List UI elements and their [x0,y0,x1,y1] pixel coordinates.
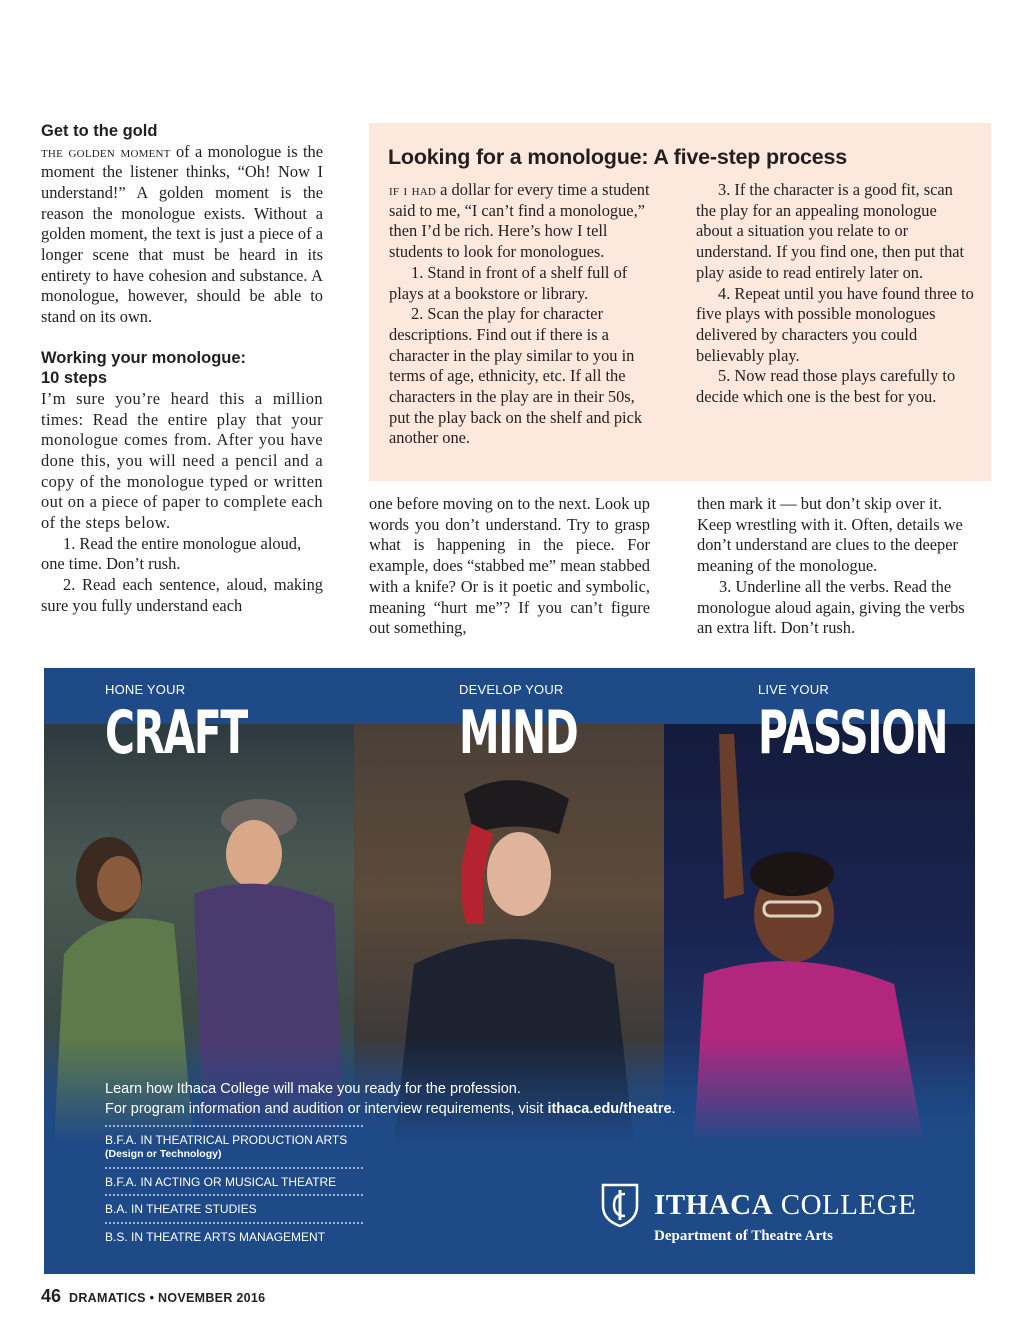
headline-passion: PASSION [758,698,948,768]
sidebar-step-1: 1. Stand in front of a shelf full of plays at a bookstore or library. [389,262,628,303]
ithaca-theatre-link[interactable]: ithaca.edu/theatre [547,1101,672,1117]
ad-visit-text: For program information and audition or interview requirements, visit ithaca.edu/theatre. [105,1101,676,1117]
sidebar-step-2: 2. Scan the play for character descriptions. Find out if there is a character in the play similar to you in terms of age, ethnicity, etc. If all the characters in the play are in their 50s, put the play back on the shelf and pick another one. [389,304,643,448]
page-footer [41,1286,265,1307]
ad-learn-text: Learn how Ithaca College will make you ready for the profession. [105,1081,521,1097]
kicker-live-your: LIVE YOUR [758,682,829,697]
degree-bs-management: B.S. IN THEATRE ARTS MANAGEMENT [105,1230,326,1244]
sidebar-step-3: 3. If the character is a good fit, scan the play for an appealing monologue about a situation you relate to or understand. If you find one, then put that play aside to read entirely later on. [696,180,965,282]
middle-column [369,494,650,639]
right-text: then mark it — but don’t skip over it. Keep wrestling with it. Often, details we don’t understand are clues to the deeper meaning of the monologue. [697,494,963,576]
middle-text: one before moving on to the next. Look up words you don’t understand. Try to grasp what is happening in the piece. For example, does “stabbed me” mean stabbed with a knife? Or is it poetic and symbolic, meaning “hurt me”? If you can’t figure out something, [369,494,650,638]
degree-sub: (Design or Technology) [105,1148,222,1160]
step-3: 3. Underline all the verbs. Read the monologue aloud again, giving the verbs an extra lift. Don’t rush. [697,576,965,638]
degree-ba-studies: B.A. IN THEATRE STUDIES [105,1202,257,1216]
sidebar-box [369,123,991,481]
sidebar-step-5: 5. Now read those plays carefully to decide which one is the best for you. [696,366,956,407]
divider [105,1125,363,1127]
heading-get-to-the-gold: Get to the gold [41,122,158,140]
left-column [41,121,323,617]
sidebar-title: Looking for a monologue: A five-step process [388,145,848,169]
degree-bfa-production: B.F.A. IN THEATRICAL PRODUCTION ARTS (Design or Technology) [105,1133,363,1161]
sidebar-step-4: 4. Repeat until you have found three to five plays with possible monologues delivered by characters you could believably play. [696,283,974,365]
step-2-start: 2. Read each sentence, aloud, making sure you fully understand each [41,575,323,615]
ithaca-college-ad [44,668,975,1274]
lead-in: the golden moment [41,141,171,161]
performer-illustration [664,724,975,1144]
divider [105,1167,363,1169]
divider [105,1194,363,1196]
sidebar-column-1 [389,180,657,449]
heading-working-line-2: 10 steps [41,369,108,388]
step-1: 1. Read the entire monologue aloud, one time. Don’t rush. [41,533,302,574]
department-name: Department of Theatre Arts [654,1228,833,1244]
photo-performer [664,724,975,1144]
headline-craft: CRAFT [105,698,247,768]
kicker-hone-your: HONE YOUR [105,682,186,697]
golden-moment-paragraph: the golden moment of a monologue is the moment the listener thinks, “Oh! Now I understand!” A golden moment is the reason the monologue exists. Without a golden moment, the text is just a piece of a longer scene that must be heard in its entirety to have cohesion and substance. A monologue, however, should be able to stand on its own. [41,141,323,327]
publication-info: DRAMATICS • NOVEMBER 2016 [69,1291,266,1305]
heading-working-line-1: Working your monologue: [41,348,247,367]
sidebar-intro: if i had a dollar for every time a student said to me, “I can’t find a monologue,” then I’d be rich. Here’s how I tell students to look for monologues. [389,180,650,262]
divider [105,1222,363,1224]
headline-mind: MIND [459,698,578,768]
working-paragraph: I’m sure you’re heard this a million times: Read the entire play that your monologue comes from. After you have done this, you will need a pencil and a copy of the monologue typed or written out on a piece of paper to complete each of the steps below. [41,388,323,533]
sidebar-lead-in: if i had [389,180,437,199]
sidebar-column-2 [696,180,976,408]
right-column [697,494,975,639]
degree-bfa-acting: B.F.A. IN ACTING OR MUSICAL THEATRE [105,1175,337,1189]
ithaca-college-logo: ITHACA COLLEGE [654,1189,917,1221]
ithaca-shield-icon [600,1182,640,1228]
page-number: 46 [41,1286,62,1306]
kicker-develop-your: DEVELOP YOUR [459,682,564,697]
